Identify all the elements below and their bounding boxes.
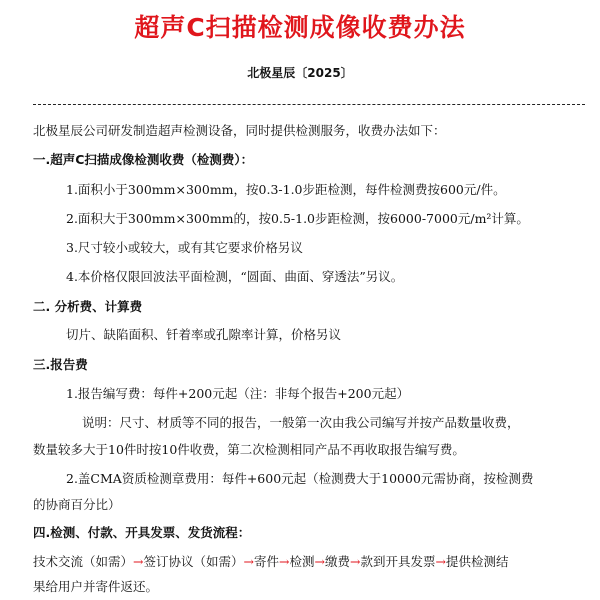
intro-text: 北极星辰公司研发制造超声检测设备，同时提供检测服务，收费办法如下：	[33, 123, 446, 138]
process-flow-tail: 果给用户并寄件返还。	[33, 579, 159, 594]
section3-item-2-line-2: 的协商百分比）	[33, 497, 121, 512]
flow-arrow-icon: →	[314, 554, 325, 569]
flow-step-inspect: 检测	[289, 554, 315, 569]
section3-item-1: 1.报告编写费：每件+200元起（注：非每个报告+200元起）	[66, 386, 410, 401]
page-title: 超声C扫描检测成像收费办法	[134, 13, 466, 42]
flow-step-invoice: 款到开具发票	[360, 554, 436, 569]
section1-item-2: 2.面积大于300mm×300mm的，按0.5-1.0步距检测，按6000-7000元/m²计算。	[66, 211, 529, 226]
process-flow	[33, 553, 509, 571]
section3-note-line-2: 数量较多大于10件时按10件收费，第二次检测相同产品不再收取报告编写费。	[33, 442, 465, 457]
section3-heading: 三.报告费	[33, 357, 88, 372]
flow-step-ship: 寄件	[254, 554, 280, 569]
section1-item-4: 4.本价格仅限回波法平面检测，“圆面、曲面、穿透法”另议。	[66, 269, 404, 284]
flow-arrow-icon: →	[243, 554, 254, 569]
flow-step-result: 提供检测结	[446, 554, 509, 569]
section2-text: 切片、缺陷面积、钎着率或孔隙率计算，价格另议	[66, 327, 342, 342]
flow-step-consultation: 技术交流（如需）	[33, 554, 134, 569]
flow-arrow-icon: →	[435, 554, 446, 569]
section2-heading: 二. 分析费、计算费	[33, 299, 143, 314]
section3-note-line-1: 说明：尺寸、材质等不同的报告，一般第一次由我公司编写并按产品数量收费，	[82, 415, 520, 430]
dashed-divider	[33, 104, 585, 105]
flow-arrow-icon: →	[279, 554, 290, 569]
section1-item-3: 3.尺寸较小或较大，或有其它要求价格另议	[66, 240, 303, 255]
document-number: 北极星辰〔2025〕	[247, 66, 353, 80]
section1-item-1: 1.面积小于300mm×300mm，按0.3-1.0步距检测，每件检测费按600元/件。	[66, 182, 506, 197]
flow-arrow-icon: →	[133, 554, 144, 569]
flow-arrow-icon: →	[350, 554, 361, 569]
flow-step-pay: 缴费	[325, 554, 351, 569]
section4-heading: 四.检测、付款、开具发票、发货流程：	[33, 525, 251, 540]
section1-heading: 一.超声C扫描成像检测收费（检测费）：	[33, 152, 254, 167]
section3-item-2-line-1: 2.盖CMA资质检测章费用：每件+600元起（检测费大于10000元需协商，按检测费	[66, 471, 534, 486]
flow-step-agreement: 签订协议（如需）	[143, 554, 244, 569]
